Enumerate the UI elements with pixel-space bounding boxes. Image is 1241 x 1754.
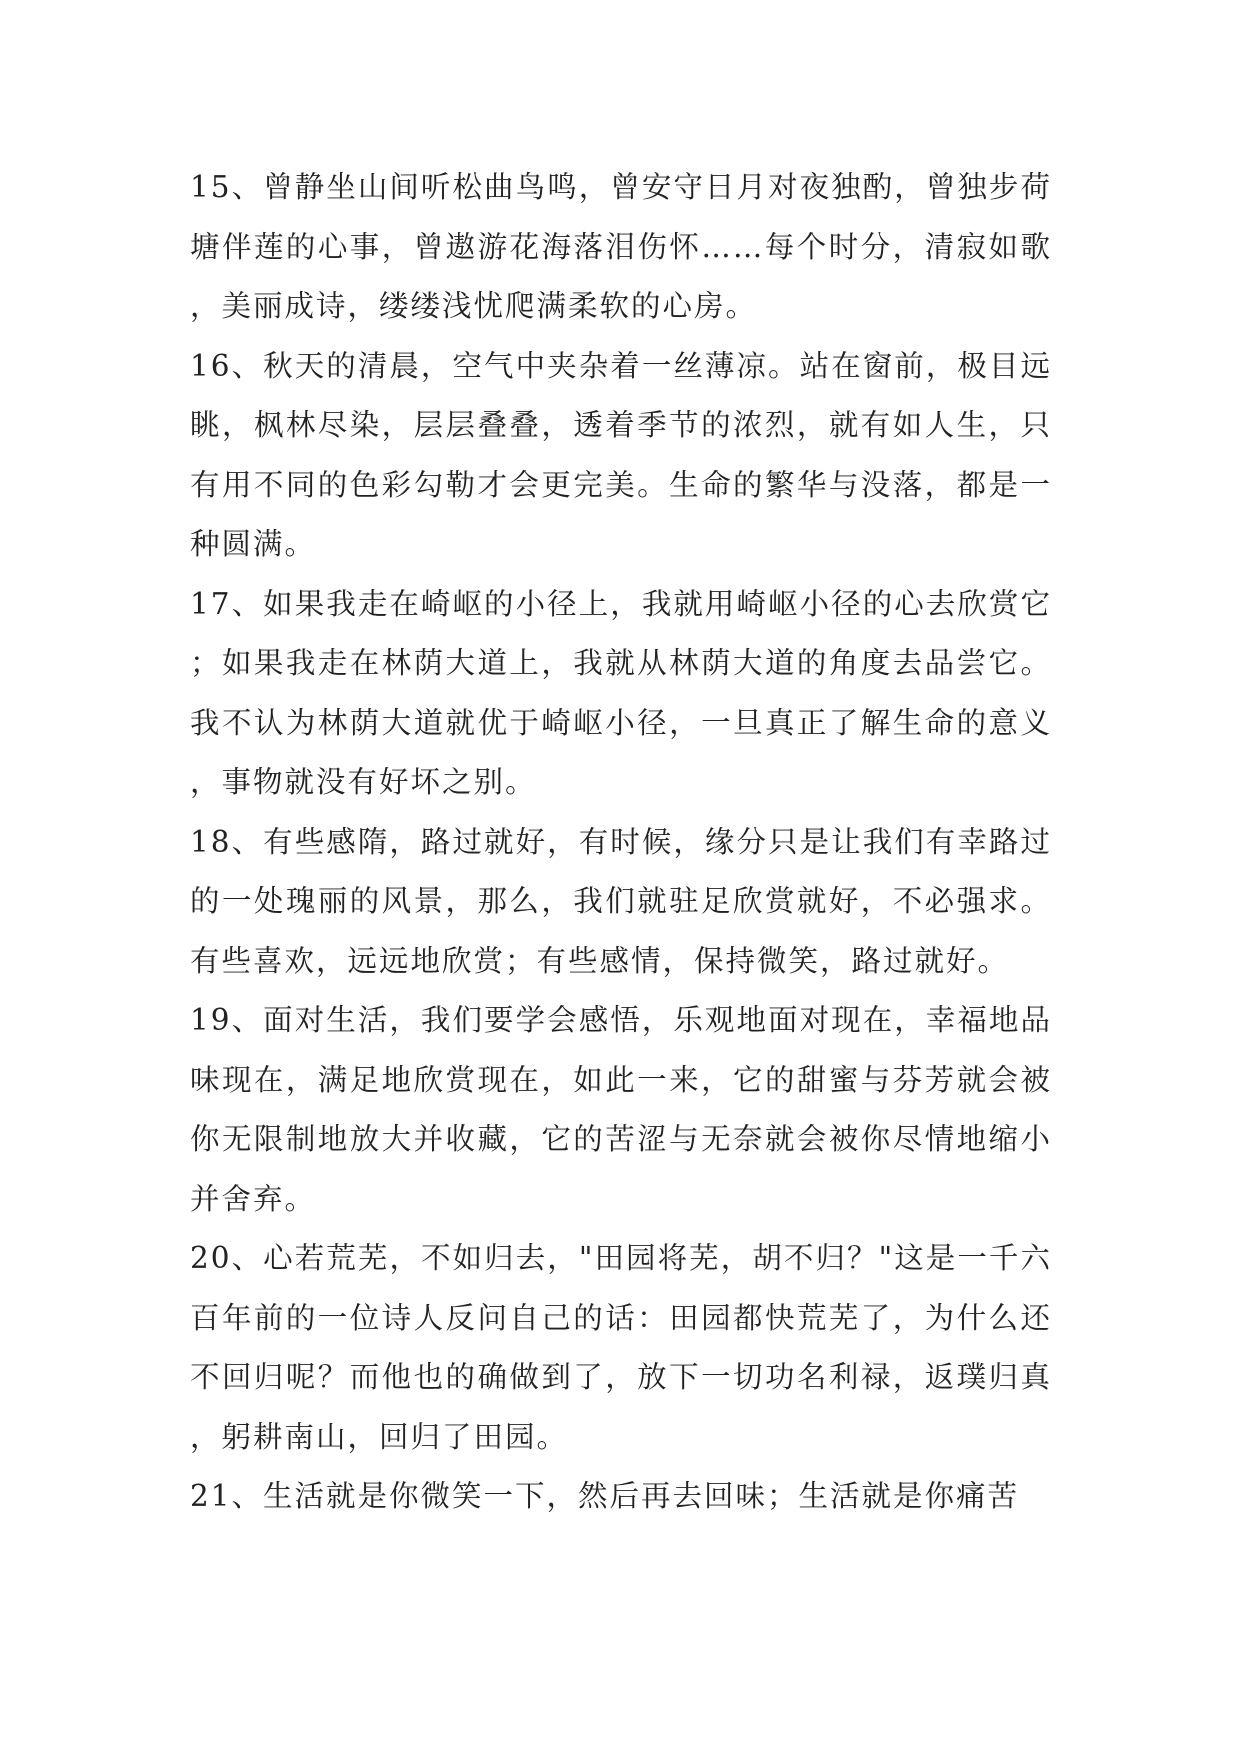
paragraph-15: 15、曾静坐山间听松曲鸟鸣，曾安守日月对夜独酌，曾独步荷塘伴莲的心事，曾遨游花海落泪伤怀……每个时分，清寂如歌，美丽成诗，缕缕浅忧爬满柔软的心房。 [190,170,1052,323]
paragraph-17: 17、如果我走在崎岖的小径上，我就用崎岖小径的心去欣赏它；如果我走在林荫大道上，我就从林荫大道的角度去品尝它。我不认为林荫大道就优于崎岖小径，一旦真正了解生命的意义，事物就没有好坏之别。 [190,586,1052,799]
paragraph-19: 19、面对生活，我们要学会感悟，乐观地面对现在，幸福地品味现在，满足地欣赏现在，如此一来，它的甜蜜与芬芳就会被你无限制地放大并收藏，它的苦涩与无奈就会被你尽情地缩小并舍弃。 [190,1003,1052,1216]
paragraph-16: 16、秋天的清晨，空气中夹杂着一丝薄凉。站在窗前，极目远眺，枫林尽染，层层叠叠，透着季节的浓烈，就有如人生，只有用不同的色彩勾勒才会更完美。生命的繁华与没落，都是一种圆满。 [190,348,1052,561]
paragraph-21: 21、生活就是你微笑一下，然后再去回味；生活就是你痛苦 [190,1479,1020,1513]
document-page [190,158,1052,1527]
paragraph-20: 20、心若荒芜，不如归去，"田园将芜，胡不归？"这是一千六百年前的一位诗人反问自己的话：田园都快荒芜了，为什么还不回归呢？而他也的确做到了，放下一切功名利禄，返璞归真，躬耕南山，回归了田园。 [190,1241,1052,1454]
paragraph-18: 18、有些感隋，路过就好，有时候，缘分只是让我们有幸路过的一处瑰丽的风景，那么，我们就驻足欣赏就好，不必强求。有些喜欢，远远地欣赏；有些感情，保持微笑，路过就好。 [190,824,1052,978]
